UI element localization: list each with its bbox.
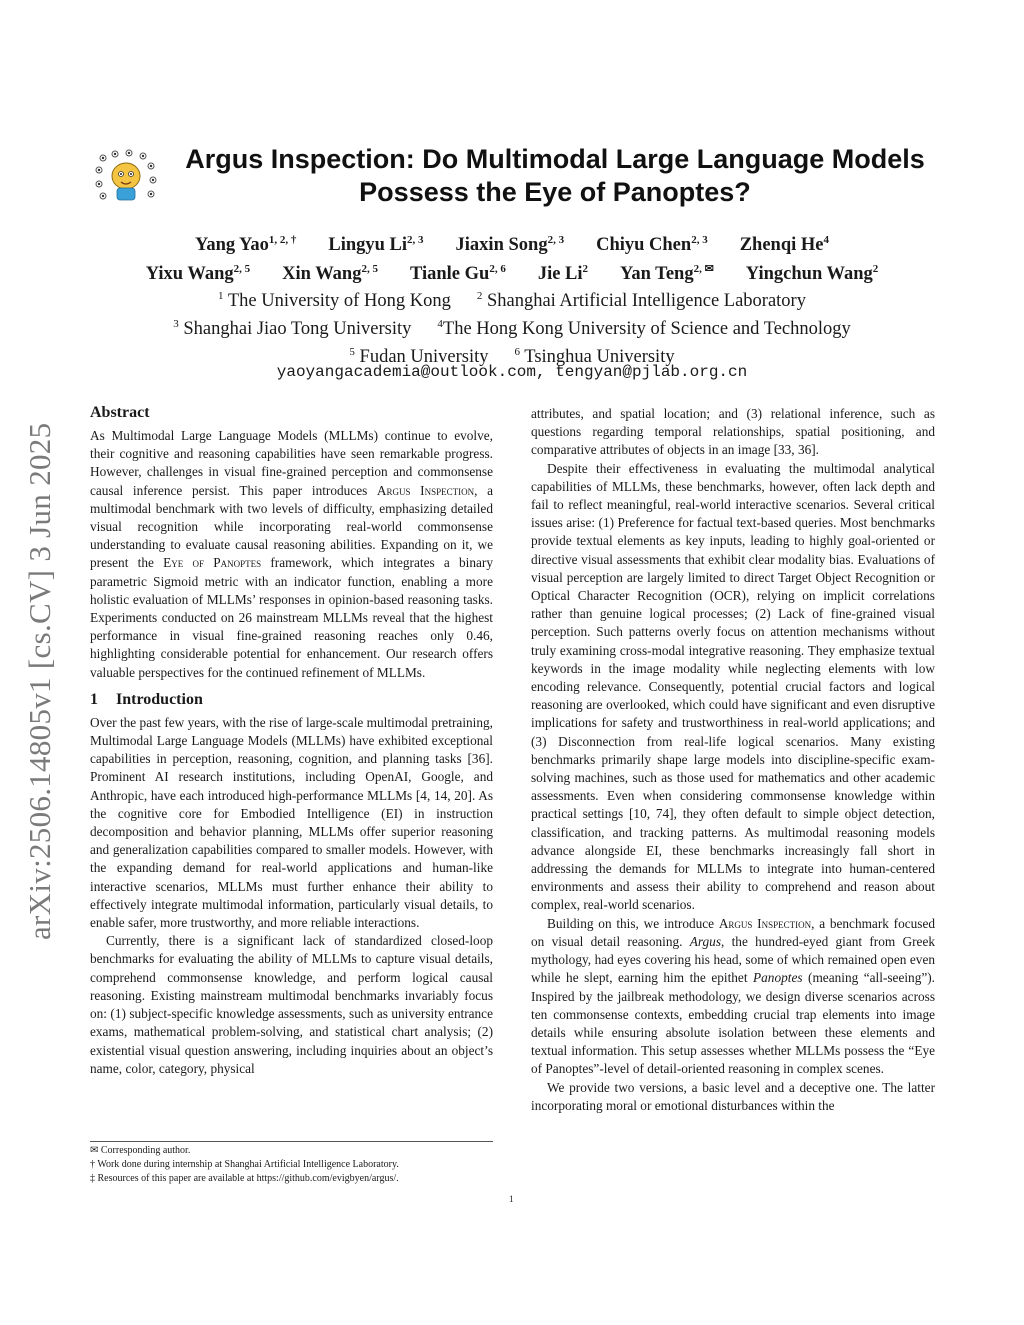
author: Yixu Wang$^{2, 5}$ bbox=[145, 263, 251, 285]
author: Zhenqi He$^4$ bbox=[739, 234, 829, 256]
affiliation-list bbox=[60, 285, 964, 369]
affiliation-row-2 bbox=[60, 313, 964, 341]
paragraph: We provide two versions, a basic level and a deceptive one. The latter incorporating moral or emotional disturbances within the bbox=[531, 1079, 935, 1113]
footnote: † Work done during internship at Shanghai Artificial Intelligence Laboratory. bbox=[90, 1159, 399, 1170]
footnotes bbox=[90, 1141, 493, 1186]
affiliation: $^5$ Fudan University bbox=[349, 346, 489, 368]
abstract-text: As Multimodal Large Language Models (MLLMs) continue to evolve, their cognitive and reasoning capabilities have seen remarkable progress. However, challenges in visual fine-grained perception and commonsense causal inference persist. This paper introduces Argus Inspection, a multimodal benchmark with two levels of difficulty, emphasizing detailed visual recognition while incorporating real-world commonsense understanding to evaluate causal reasoning abilities. Expanding on it, we present the Eye of Panoptes framework, which integrates a binary parametric Sigmoid metric with an indicator function, enabling a more holistic evaluation of MLLMs’ responses in opinion-based reasoning tasks. Experiments conducted on 26 mainstream MLLMs reveal that the highest performance in visual fine-grained reasoning reaches only 0.46, highlighting considerable potential for enhancement. Our research offers valuable perspectives for the continued refinement of MLLMs. bbox=[90, 428, 493, 680]
author: Lingyu Li$^{2, 3}$ bbox=[328, 234, 424, 256]
footnote: ‡ Resources of this paper are available at https://github.com/evigbyen/argus/. bbox=[90, 1173, 399, 1184]
paragraph: attributes, and spatial location; and (3) relational inference, such as questions regarding temporal relationships, spatial positioning, and comparative attributes of objects in an image [33, 36]. bbox=[531, 406, 935, 458]
affiliation: $^2$ Shanghai Artificial Intelligence Laboratory bbox=[476, 290, 806, 312]
argus-mascot-icon bbox=[93, 148, 159, 206]
affiliation: $^6$ Tsinghua University bbox=[514, 346, 675, 368]
author: Jiaxin Song$^{2, 3}$ bbox=[455, 234, 565, 256]
page-number: 1 bbox=[509, 1194, 514, 1204]
affiliation: $^3$ Shanghai Jiao Tong University bbox=[173, 318, 412, 340]
affiliation: $^4$The Hong Kong University of Science and Technology bbox=[437, 318, 851, 340]
intro-paragraph-2: Currently, there is a significant lack of standardized closed-loop benchmarks for evaluating the ability of MLLMs to capture visual details, comprehend commonsense knowledge, and perform logical causal reasoning. Existing mainstream multimodal benchmarks invariably focus on: (1) subject-specific knowledge assessments, such as university entrance exams, mathematical problem-solving, and statistical chart analysis; (2) existential visual question answering, including inquiries about an object’s name, color, category, physical bbox=[90, 933, 493, 1076]
affiliation: $^1$ The University of Hong Kong bbox=[218, 290, 451, 312]
author: Yan Teng$^{2, ✉}$ bbox=[620, 263, 714, 285]
section-heading-introduction: 1 Introduction bbox=[90, 690, 203, 708]
title-line-2: Possess the Eye of Panoptes? bbox=[359, 177, 751, 207]
arxiv-id: arXiv:2506.14805v1 [cs.CV] 3 Jun 2025 bbox=[22, 422, 57, 940]
affiliation-row-1 bbox=[60, 285, 964, 313]
intro-paragraph-1: Over the past few years, with the rise of large-scale multimodal pretraining, Multimodal Large Language Models (MLLMs) have exhibited exceptional capabilities in perception, reasoning, cognition, and planning tasks [36]. Prominent AI research institutions, including OpenAI, Google, and Anthropic, have each introduced high-performance MLLMs [4, 14, 20]. As the cognitive core for Embodied Intelligence (EI) in instruction decomposition and behavior planning, MLLMs offer superior reasoning and generalization capabilities compared to smaller models. However, with the expanding demand for real-world applications and human-like interactive scenarios, MLLMs must further enhance their ability to effectively integrate multimodal information, particularly visual details, to enable safer, more trustworthy, and more reliable interactions. bbox=[90, 714, 493, 931]
author: Chiyu Chen$^{2, 3}$ bbox=[596, 234, 708, 256]
abstract-heading: Abstract bbox=[90, 404, 150, 421]
author-row-1 bbox=[60, 228, 964, 257]
paragraph: Building on this, we introduce Argus Inspection, a benchmark focused on visual detail reasoning. Argus, the hundred-eyed giant from Greek mythology, had eyes covering his head, some of which remained open even while he slept, earning him the epithet Panoptes (meaning “all-seeing”). Inspired by the jailbreak methodology, we design diverse scenarios across ten commonsense contexts, embedding crucial trap elements into image details while ensuring absolute isolation between these elements and textual information. This setup assesses whether MLLMs possess the “Eye of Panoptes”-level of detail-oriented reasoning in complex scenes. bbox=[531, 915, 936, 1077]
paper-title bbox=[160, 143, 950, 209]
contact-emails: yaoyangacademia@outlook.com, tengyan@pjlab.org.cn bbox=[276, 363, 748, 381]
author-row-2 bbox=[60, 257, 964, 286]
author: Yingchun Wang$^2$ bbox=[745, 263, 879, 285]
author-list bbox=[60, 228, 964, 286]
footnote: ✉ Corresponding author. bbox=[90, 1145, 191, 1156]
author: Jie Li$^2$ bbox=[537, 263, 589, 285]
paragraph: Despite their effectiveness in evaluating the multimodal analytical capabilities of MLLMs, these benchmarks, however, often lack depth and fail to reflect meaningful, real-world interactive scenarios. Several critical issues arise: (1) Preference for factual text-based queries. Most benchmarks provide textual elements as key inputs, leading to highly goal-oriented or directive visual assessments that exhibit clear modality bias. Evaluations of visual perception are largely limited to direct Target Object Recognition or Optical Character Recognition (OCR), relying on implicit correlations rather than genuine logical processes; (2) Lack of fine-grained visual perception. Such patterns overly focus on attention mechanisms without truly examining cross-modal integrative reasoning. They emphasize textual keywords in the image modality while neglecting elements with low encoding relevance. Consequently, potential crucial factors and logical reasoning are overlooked, which could have significant and even disruptive implications for safety and trustworthiness in real-world applications; and (3) Disconnection from real-life logical scenarios. Many existing benchmarks primarily shape large models into discipline-specific exam-solving machines, such as those used for mathematics and other academic assessments. Even when considering commonsense knowledge within practical settings [10, 74], they often default to simple object detection, classification, and tracking patterns. As multimodal reasoning models advance alongside EI, these benchmarks increasingly fall short in addressing the demands for MLLMs to integrate into human-centered environments and assess their ability to comprehend and reason about complex, real-world scenarios. bbox=[531, 460, 935, 913]
title-line-1: Argus Inspection: Do Multimodal Large Language Models bbox=[185, 144, 925, 174]
author: Xin Wang$^{2, 5}$ bbox=[282, 263, 378, 285]
right-column bbox=[531, 405, 935, 1115]
author: Tianle Gu$^{2, 6}$ bbox=[409, 263, 506, 285]
author: Yang Yao$^{1, 2, \dagger}$ bbox=[195, 234, 297, 256]
left-column bbox=[90, 403, 493, 1078]
